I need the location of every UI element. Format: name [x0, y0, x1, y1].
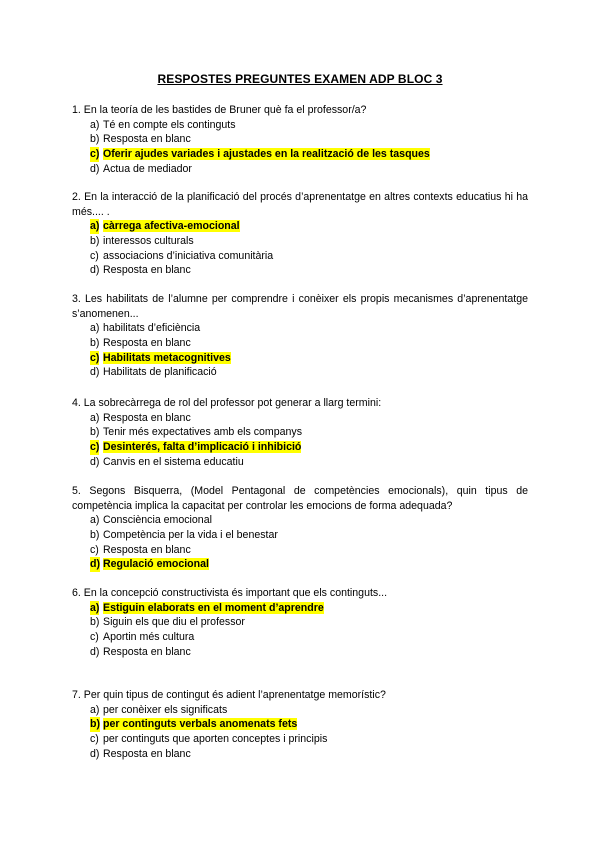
option-letter: a) [90, 601, 100, 614]
option-letter: c) [90, 441, 100, 454]
answer-option [72, 455, 528, 470]
option-letter: b) [90, 616, 100, 629]
option-text: Canvis en el sistema educatiu [103, 455, 244, 468]
option-letter: d) [90, 162, 100, 175]
option-text: Resposta en blanc [103, 645, 191, 658]
option-letter: d) [90, 264, 100, 277]
option-text: Consciència emocional [103, 514, 212, 527]
option-letter: d) [90, 645, 100, 658]
option-letter: c) [90, 631, 99, 644]
option-text: Resposta en blanc [103, 264, 191, 277]
option-letter: c) [90, 351, 100, 364]
answer-option [72, 747, 528, 762]
question-text: 5. Segons Bisquerra, (Model Pentagonal de competències emocionals), quin tipus de competència implica la capacitat per controlar les emocions de forma adequada? [72, 485, 528, 512]
question-4 [72, 396, 528, 469]
answer-option [72, 425, 528, 440]
answer-option [72, 118, 528, 133]
answer-options [72, 411, 528, 470]
option-text: Actua de mediador [103, 162, 192, 175]
correct-answer-option [72, 440, 528, 455]
answer-option [72, 703, 528, 718]
option-text: Aportin més cultura [103, 631, 195, 644]
option-letter: b) [90, 426, 100, 439]
option-letter: a) [90, 220, 100, 233]
option-letter: d) [90, 558, 100, 571]
question-5 [72, 484, 528, 572]
answer-option [72, 732, 528, 747]
option-text: associacions d’iniciativa comunitària [103, 249, 274, 262]
answer-option [72, 411, 528, 426]
answer-option [72, 630, 528, 645]
option-text: per continguts que aporten conceptes i principis [103, 733, 328, 746]
option-letter: b) [90, 718, 100, 731]
option-letter: d) [90, 366, 100, 379]
option-text: Tenir més expectatives amb els companys [103, 426, 303, 439]
option-letter: c) [90, 543, 99, 556]
option-letter: c) [90, 249, 99, 262]
answer-option [72, 263, 528, 278]
answer-option [72, 234, 528, 249]
question-7 [72, 688, 528, 761]
answer-option [72, 615, 528, 630]
correct-answer-option [72, 219, 528, 234]
option-letter: a) [90, 322, 100, 335]
document-title: RESPOSTES PREGUNTES EXAMEN ADP BLOC 3 [157, 72, 443, 86]
option-text: Oferir ajudes variades i ajustades en la realització de les tasques [103, 148, 430, 161]
answer-option [72, 543, 528, 558]
answer-options [72, 118, 528, 177]
option-letter: a) [90, 411, 100, 424]
option-letter: a) [90, 118, 100, 131]
answer-option [72, 162, 528, 177]
question-text: 2. En la interacció de la planificació del procés d’aprenentatge en altres contexts educatius hi ha més.... . [72, 191, 528, 218]
option-letter: b) [90, 337, 100, 350]
question-text: 4. La sobrecàrrega de rol del professor pot generar a llarg termini: [72, 397, 382, 409]
answer-option [72, 336, 528, 351]
option-text: Té en compte els continguts [103, 118, 236, 131]
answer-option [72, 132, 528, 147]
answer-options [72, 601, 528, 660]
option-text: interessos culturals [103, 235, 194, 248]
answer-option [72, 249, 528, 264]
option-text: càrrega afectiva-emocional [103, 220, 240, 233]
question-6 [72, 586, 528, 659]
option-letter: a) [90, 703, 100, 716]
option-text: habilitats d’eficiència [103, 322, 201, 335]
option-text: Habilitats metacognitives [103, 351, 231, 364]
option-letter: a) [90, 514, 100, 527]
answer-option [72, 513, 528, 528]
option-text: Regulació emocional [103, 558, 209, 571]
option-text: Siguin els que diu el professor [103, 616, 245, 629]
option-text: Estiguin elaborats en el moment d’aprendre [103, 601, 324, 614]
question-3 [72, 292, 528, 380]
option-text: Resposta en blanc [103, 411, 191, 424]
answer-options [72, 219, 528, 278]
question-text: 1. En la teoría de les bastides de Bruner què fa el professor/a? [72, 104, 367, 116]
answer-option [72, 528, 528, 543]
option-text: Resposta en blanc [103, 133, 191, 146]
answer-option [72, 365, 528, 380]
correct-answer-option [72, 557, 528, 572]
option-text: Resposta en blanc [103, 543, 191, 556]
option-letter: b) [90, 235, 100, 248]
answer-options [72, 321, 528, 380]
correct-answer-option [72, 147, 528, 162]
option-text: Desinterés, falta d’implicació i inhibició [103, 441, 302, 454]
option-text: Habilitats de planificació [103, 366, 217, 379]
answer-options [72, 513, 528, 572]
option-text: Resposta en blanc [103, 337, 191, 350]
option-text: per continguts verbals anomenats fets [103, 718, 298, 731]
question-text: 6. En la concepció constructivista és important que els continguts... [72, 587, 388, 599]
question-text: 3. Les habilitats de l’alumne per comprendre i conèixer els propis mecanismes d’aprenentatge s’anomenen... [72, 293, 528, 320]
option-text: Competència per la vida i el benestar [103, 529, 278, 542]
question-text: 7. Per quin tipus de contingut és adient l’aprenentatge memorístic? [72, 689, 386, 701]
correct-answer-option [72, 601, 528, 616]
answer-option [72, 321, 528, 336]
correct-answer-option [72, 717, 528, 732]
option-letter: d) [90, 455, 100, 468]
option-letter: b) [90, 133, 100, 146]
option-text: Resposta en blanc [103, 747, 191, 760]
option-letter: c) [90, 148, 100, 161]
question-2 [72, 190, 528, 278]
question-1 [72, 103, 528, 176]
correct-answer-option [72, 351, 528, 366]
answer-options [72, 703, 528, 762]
option-letter: c) [90, 733, 99, 746]
option-letter: d) [90, 747, 100, 760]
answer-option [72, 645, 528, 660]
option-letter: b) [90, 529, 100, 542]
option-text: per conèixer els significats [103, 703, 228, 716]
